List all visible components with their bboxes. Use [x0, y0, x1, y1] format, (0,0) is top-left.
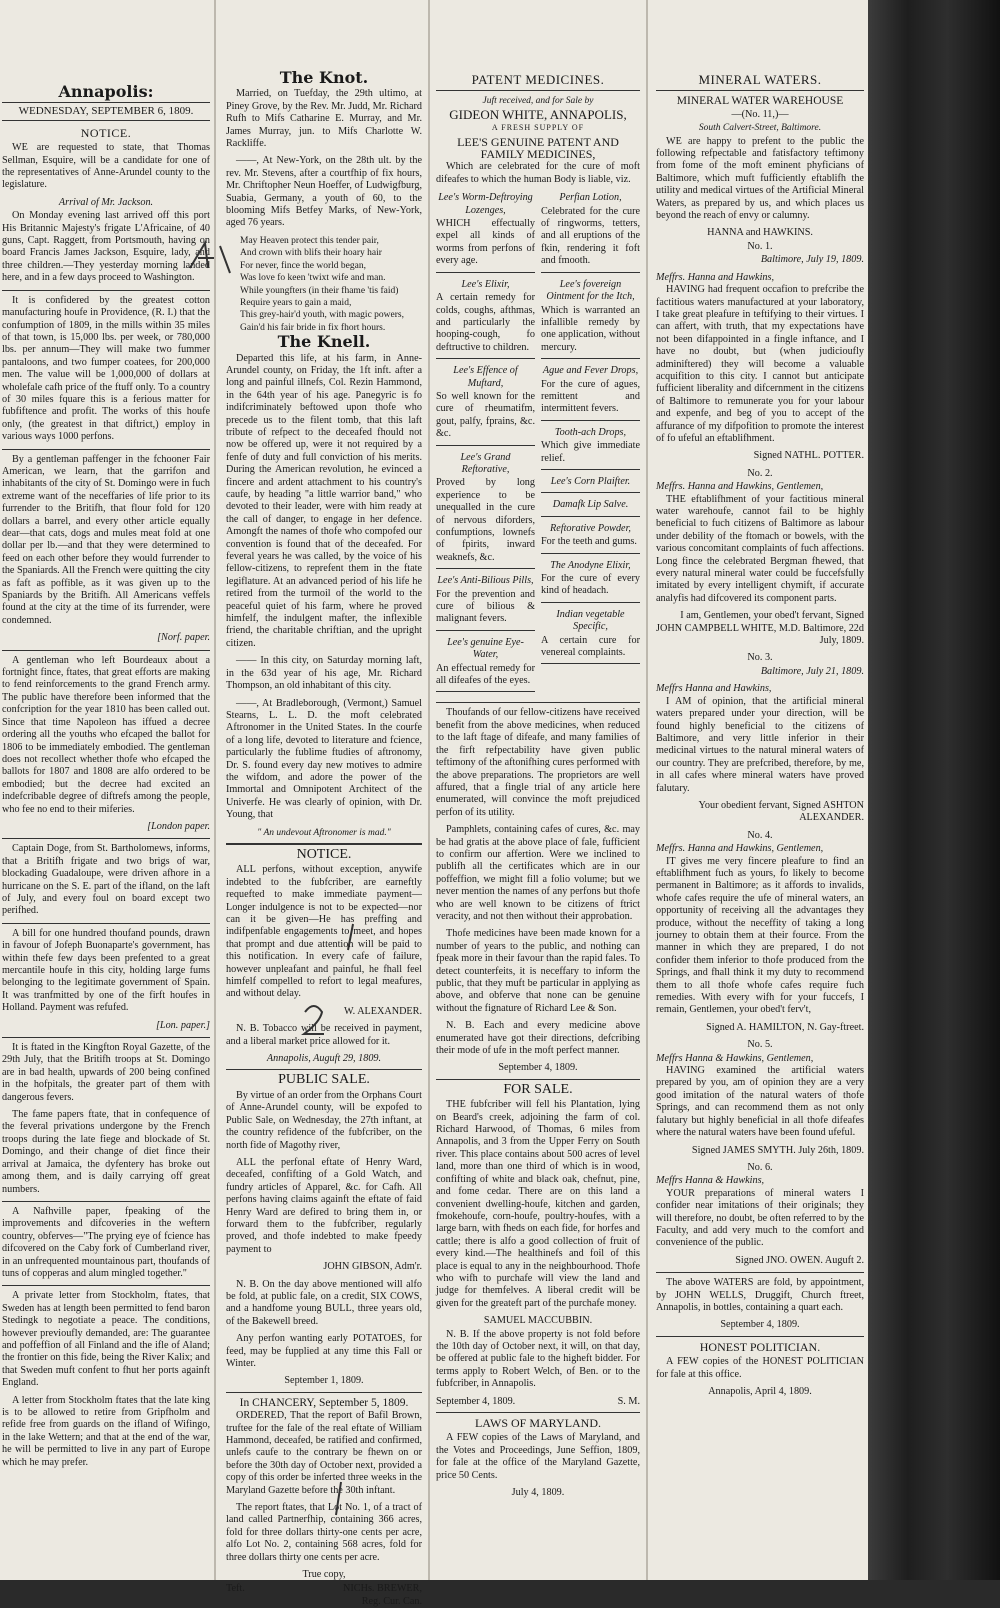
medicine-description: Which is warranted an infallible remedy by one application, without mercury. [541, 304, 640, 353]
medicine-description: For the teeth and gums. [541, 536, 637, 548]
warehouse-no: —(No. 11,)— [731, 108, 789, 120]
poem-line: Was love fo keen 'twixt wife and man. [240, 273, 386, 284]
pencil-mark-icon [326, 1480, 356, 1520]
forsale-title: FOR SALE. [503, 1081, 573, 1097]
bourdeaux-source: [London paper. [147, 820, 210, 832]
testimonial-letter [656, 241, 864, 463]
honest-text: A FEW copies of the HONEST POLITICIAN for fale at this office. [656, 1356, 864, 1380]
honest-title: HONEST POLITICIAN. [699, 1339, 821, 1354]
laws-date: July 4, 1809. [511, 1487, 565, 1499]
medicine-list [436, 191, 640, 698]
bourdeaux-text: A gentleman who left Bourdeaux about a fortnight fince, ftates, that great efforts are making to fend reinforcements to the grand French army. The public have therefore been informed that the confcription for the year 1810 has been called out. Since that time Napoleon has iffued a decree ordering all the youths who efcaped the ballot for 1806 to be immediately embodied. The gentleman does not recollect whether thofe who efcaped the ballots for 1807 and 1808 are alfo ordered to be embodied; but the decree had excited an indefcribable degree of diftrefs among the people, who fee no end to their miferies. [2, 654, 210, 815]
letter-signature: I am, Gentlemen, your obed't fervant, Signed JOHN CAMPBELL WHITE, M.D. Baltimore, 22d July, 1809. [656, 610, 864, 647]
letter-number: No. 5. [747, 1039, 773, 1051]
chancery-signature-2: Reg. Cur. Can. [361, 1595, 422, 1607]
column-medicines [436, 70, 640, 1575]
kingston-text: It is ftated in the Kingfton Royal Gazette, of the 29th July, that the Britifh troops at St. Domingo are in bad health, upwards of 200 being confined in the hofpitals, the greater part of them with dangerous fevers. [2, 1042, 210, 1103]
medicine-list-right [541, 191, 640, 698]
sale-nb: N. B. On the day above mentioned will alfo be fold, at public fale, on a credit, SIX COWS, and a handfome young BULL, three years old, of the Bakewell breed. [226, 1278, 422, 1327]
warehouse-title: MINERAL WATER WAREHOUSE [676, 95, 844, 108]
medicine-description: Proved by long experience to be unequalled in the cure of nervous diforders, confumptions, lownefs of fpirits, inward weaknefs, &c. [436, 477, 535, 563]
medicine-name: Lee's genuine Eye-Water, [447, 636, 524, 661]
bill-text: A bill for one hundred thoufand pounds, drawn in favour of Jofeph Buonaparte's government, has within thefe few days been prefented to a great mercantile houfe in this city, holding large fums belonging to the legitimate government of Spain. It was tranfmitted by one of the firft houfes in Holland. Payment was refufed. [2, 927, 210, 1014]
medicine-item [436, 575, 535, 631]
pencil-mark-icon [180, 238, 240, 278]
medicine-name: Lee's Grand Reftorative, [460, 451, 511, 475]
chancery-title: In CHANCERY, September 5, 1809. [239, 1396, 409, 1409]
medicine-item [541, 427, 640, 470]
medicine-name: Lee's Worm-Deftroying Lozenges, [438, 192, 533, 216]
letter-number: No. 4. [747, 829, 773, 841]
nashville-text: A Nafhville paper, fpeaking of the improvements and difcoveries in the weftern country, obferves—"The prying eye of fcience has difcovered on the Caby fork of Cumberland river, in an unfrequented mountainous part, thoufands of tuns of copperas and alum mingled together." [2, 1205, 210, 1279]
cotton-text: It is confidered by the greatest cotton manufacturing houfe in Providence, (R. I.) that the confumption of 1809, in the mills within 35 miles of that town, is 15,000 lbs. per week, or 780,000 lbs. per annum—They will make two fummer pantaloons, and two fumper coatees, for 200,000 men. The value will be 1,000,000 of dollars at wholefale cafh price of the ftuff only. To a country of 30 miles fquare this is a ferious matter for fubfiftence and profit. The works of this houfe only, (the greatest in that diftrict,) employ in various ways 1000 perfons. [2, 294, 210, 443]
letter-signature: Signed A. HAMILTON, N. Gay-ftreet. [706, 1021, 864, 1033]
medicines-intro: Which are celebrated for the cure of moft difeafes to which the human Body is liable, viz. [436, 161, 640, 185]
notice2-text: ALL perfons, without exception, anywife indebted to the fubfcriber, are earneftly requefted to make immediate payment—Longer indulgence is not to be expected—nor can it be given—He has preffing and indifpenfable engagements to meet, and hopes that prompt and due attention will be paid to this notification. In every cafe of failure, however unpleafant and painful, he fhall feel himfelf compelled to refort to legal meafures, and without delay. [226, 864, 422, 1000]
pamphlets-text: Pamphlets, containing cafes of cures, &c. may be had gratis at the above place of fale, fufficient to confirm our affertion. Were we inclined to publifh all the certificates which are in our poffeffion, we might fill a folio volume; but we never mention the names of any perfons but thofe who are well known to be citizens of ftrict veracity, and not then without their approbation. [436, 824, 640, 922]
knot-header: The Knot. [279, 68, 369, 87]
notice-title: NOTICE. [80, 125, 132, 140]
medicine-name: Damafk Lip Salve. [552, 499, 629, 511]
medicine-item [436, 365, 535, 445]
letter-body: I AM of opinion, that the artificial mineral waters prepared under your direction, will be found highly beneficial to the citizens of Baltimore, and very little inferior in their medicinal virtues to the natural mineral waters of our country. They are prefcribed, therefore, by me, in all cafes where mineral waters have proved falutary. [656, 695, 864, 794]
forsale-nb: N. B. If the above property is not fold before the 10th day of October next, it will, on that day, be offered at public fale to the higheft bidder. For terms apply to Robert Welch, of Ben. or to the fubfcriber, in Annapolis. [436, 1328, 640, 1390]
wells-date: September 4, 1809. [720, 1319, 800, 1331]
mineral-header: MINERAL WATERS. [698, 72, 822, 87]
forsale-initials: S. M. [617, 1395, 640, 1407]
column-rule [646, 0, 648, 1580]
honest-date: Annapolis, April 4, 1809. [708, 1386, 812, 1397]
laws-title: LAWS OF MARYLAND. [474, 1416, 602, 1430]
letter-number: No. 6. [747, 1161, 773, 1173]
testimonial-letter [656, 830, 864, 1035]
kingston-text-2: The fame papers ftate, that in confequence of the feveral privations undergone by the French troops during the late fiege and blockade of St. Domingo, and their change of diet fince their arrival at Jamaica, the dyfentery has broke out among them, and is daily carrying off great numbers. [2, 1109, 210, 1195]
notice2-signature: W. ALEXANDER. [343, 1005, 422, 1017]
bill-source: [Lon. paper.] [155, 1019, 210, 1031]
letter-salutation: Meffrs. Hanna and Hawkins, Gentlemen, [656, 481, 824, 493]
letter-signature: Signed JAMES SMYTH. July 26th, 1809. [691, 1144, 864, 1156]
medicine-name: Lee's Effence of Muftard, [453, 365, 518, 389]
medicine-item [436, 279, 535, 359]
newyork-text: ——, At New-York, on the 28th ult. by the rev. Mr. Stevens, after a courtfhip of fix hours, Mr. Chriftopher Neun Hoeffer, of Ludwigfburg, Suabia, Germany, a youth of 60, to the blooming Mifs Betfey Marks, of New-York, aged 76 years. [226, 155, 422, 229]
medicine-item [541, 523, 640, 554]
letter-body: YOUR preparations of mineral waters I confider near imitations of their originals; they will therefore, no doubt, be often referred to by the Faculty, and add very much to the comfort and convenience of the public. [656, 1187, 864, 1249]
letter-number: No. 1. [747, 240, 773, 252]
letter-salutation: Meffrs Hanna and Hawkins, [656, 683, 772, 695]
medicine-item [436, 452, 535, 570]
column-rule [428, 0, 430, 1580]
medicine-name: Ague and Fever Drops, [542, 365, 639, 377]
poem-line: This grey-hair'd youth, with magic powers, [240, 310, 404, 321]
warehouse-address: South Calvert-Street, Baltimore. [698, 123, 822, 134]
just-received: Juft received, and for Sale by [482, 96, 594, 107]
stearns-text: ——, At Bradleborough, (Vermont,) Samuel Stearns, L. L. D. the moft celebrated Aftronomer in the United States. In the courfe of a long life, devoted to literature and fcience, particularly the fublime ftudies of aftronomy, Dr. S. found every day new motives to admire the wifdom, and adore the power of the Immortal and Omnipotent Architect of the Univerfe. He was clearly of opinion, with Dr. Young, that [226, 697, 422, 821]
medicine-name: Lee's Anti-Bilious Pills, [437, 575, 534, 587]
medicines-known-text: Thofe medicines have been made known for a number of years to the public, and nothing can fpeak more in their favour than the rapid fales. To detect counterfeits, it is neceffary to inform the public, that they muft be particular in applying as above, and obferve that none can be genuine without the fignature of Richard Lee & Son. [436, 928, 640, 1014]
knell-header: The Knell. [277, 332, 371, 352]
column-rule [214, 0, 216, 1580]
chancery-signature: NICHs. BREWER, [343, 1582, 422, 1594]
fresh-supply: A FRESH SUPPLY OF [491, 123, 585, 133]
stearns-quote: " An undevout Aftronomer is mad." [257, 827, 391, 838]
notice-text: WE are requested to state, that Thomas Sellman, Esquire, will be a candidate for one of the representatives of Anne-Arundel county to the legislature. [2, 142, 210, 191]
column-mineral-waters [656, 70, 864, 1575]
letter-body: HAVING examined the artificial waters prepared by you, am of opinion they are a very good imitation of the natural waters of thofe Springs, and can recommend them as not only falutary but highly beneficial in all thofe difeafes where the natural waters have been found ufeful. [656, 1065, 864, 1139]
column-notices [226, 68, 422, 1607]
medicine-description: A certain cure for venereal complaints. [541, 634, 640, 659]
medicine-item [541, 560, 640, 603]
medicine-name: Lee's Corn Plaifter. [550, 475, 631, 487]
medicine-name: Indian vegetable Specific, [556, 608, 625, 633]
chancery-test: Teft. [226, 1582, 245, 1594]
medicine-description: For the cure of agues, remittent and intermittent fevers. [541, 378, 640, 415]
forsale-date: September 4, 1809. [436, 1395, 516, 1407]
warehouse-intro-signature: HANNA and HAWKINS. [707, 227, 813, 239]
jackson-text: On Monday evening last arrived off this port His Britannic Majesty's frigate L'Africaine, of 40 guns, Capt. Raggett, from Portsmouth, having on board Francis James Jackson, Esquire, lady, and three children.—They yesterday morning landed here, and in a few days proceed to Washington. [2, 210, 210, 284]
testimonial-letter [656, 468, 864, 648]
poem [226, 235, 422, 334]
letter-salutation: Meffrs Hanna & Hawkins, Gentlemen, [656, 1052, 814, 1064]
medicines-nb: N. B. Each and every medicine above enumerated have got their directions, defcribing their mode of ufe in the moft perfect manner. [436, 1020, 640, 1057]
sale-text: By virtue of an order from the Orphans Court of Anne-Arundel county, will be expofed to Public Sale, on Wednesday, the 27th inftant, at the country refidence of the fubfcriber, on the north fide of Magothy river, [226, 1089, 422, 1151]
medicine-name: The Anodyne Elixir, [550, 559, 631, 571]
paper-name: Annapolis: [58, 82, 154, 101]
letter-dateline: Baltimore, July 21, 1809. [760, 665, 864, 677]
poem-line: For never, fince the world began, [240, 260, 366, 271]
letter-signature: Signed JNO. OWEN. Auguft 2. [735, 1254, 864, 1266]
poem-line: While youngfters (in their fhame 'tis faid) [240, 285, 399, 296]
letter-dateline: Baltimore, July 19, 1809. [760, 254, 864, 266]
testimonial-letter [656, 1039, 864, 1157]
letter-number: No. 2. [747, 467, 773, 479]
medicine-item [541, 279, 640, 359]
testimonial-letter [656, 652, 864, 824]
dateline: WEDNESDAY, SEPTEMBER 6, 1809. [2, 102, 210, 120]
sale-title: PUBLIC SALE. [278, 1072, 370, 1088]
thousands-text: Thoufands of our fellow-citizens have received benefit from the above medicines, when reduced to the laft ftage of difeafe, and many families of the firft refpectability have given public teftimony of the aftonifhing cures performed with the above preparations. The proprietors are well affured, that a fingle trial of any article here enumerated, will convince the moft prejudiced perfon of its utility. [436, 707, 640, 818]
merchant-name: GIDEON WHITE, ANNAPOLIS, [449, 106, 627, 122]
medicine-item [436, 637, 535, 693]
medicine-description: So well known for the cure of rheumatifm, gout, palfy, fprains, &c. &c. [436, 390, 535, 440]
warehouse-intro: WE are happy to prefent to the public the following refpectable and fatisfactory teftimony from fome of the moft eminent phyficians of Baltimore, which muft fufficiently eftablifh the utility and medical virtues of the Artificial Mineral Waters, as prepared by us, and which places us beyond the reach of envy or calumny. [656, 135, 864, 222]
letter-number: No. 3. [747, 652, 773, 664]
testimonial-letters [656, 241, 864, 1267]
medicine-list-left [436, 191, 535, 698]
medicine-item [541, 365, 640, 421]
chancery-copy: True copy, [302, 1569, 346, 1581]
letter-body: HAVING had frequent occafion to prefcribe the factitious waters manufactured at your laboratory, I take great pleafure in teftifying to their virtues. I can affert, with truth, that my expectations have not been difappointed in a fingle inftance, and I have no doubt, but (when judicioufly adminiftered) they will become a valuable acquifition to this city. I cannot but anticipate fufficient liberality and difcernment in the citizens of Baltimore to remunerate you for your labour and expenfe, and beg of you to accept of the affurance of my difpofition to promote the interest of fo ufeful an eftablifhment. [656, 284, 864, 444]
married-text: Married, on Tuefday, the 29th ultimo, at Piney Grove, by the Rev. Mr. Judd, Mr. Richard Rufh to Mifs Catharine E. Murray, and Mr. James Murray, jun. to Mifs Charlotte W. Rackliffe. [226, 88, 422, 150]
patent-header: PATENT MEDICINES. [471, 72, 605, 87]
pencil-mark-icon [338, 922, 368, 952]
letter-body: IT gives me very fincere pleafure to find an eftablifhment fuch as yours, fo likely to become permanent in Baltimore; as it affords to invalids, whofe cafes require the ufe of mineral waters, an opportunity of receiving all the advantages they produce, without the neceffity of taking a long journey to obtain them at their fource. From the manner in which they are prepared, I do not confider them inferior to thofe produced from the Springs, and fhall think it my duty to recommend them to all thofe whofe cafes require fuch remedies. With every wifh for your fuccefs, I remain, Gentlemen, your obed't ferv't, [656, 855, 864, 1016]
wells-text: The above WATERS are fold, by appointment, by JOHN WELLS, Druggift, Church ftreet, Annapolis, in bottles, containing a quart each. [656, 1277, 864, 1313]
stockholm-text: A private letter from Stockholm, ftates, that Sweden has at length been permitted to fend baron Stedingk to negotiate a peace. The conditions, however previoufly demanded, are: The guarantee and poffeffion of all Finland and the ifle of Aland; the frontier on this fide, being the River Kalix; and that Sweden muft confent to fhut her ports againft England. [2, 1290, 210, 1389]
medicine-item [541, 476, 640, 493]
notice2-title: NOTICE. [296, 846, 352, 862]
letter-body: THE eftablifhment of your factitious mineral water warehoufe, cannot fail to be highly beneficial to fuch citizens of Baltimore as labour under debility of the ftomach or bowels, with the various concomitant complaints of fuch affections. Long fince the celebrated Bergman fhewed, that every natural mineral water could be fuccefsfully imitated by every intelligent chymift, if accurate analyfis had difcovered its component parts. [656, 493, 864, 604]
forsale-signature: SAMUEL MACCUBBIN. [483, 1315, 593, 1327]
sale-date: September 1, 1809. [284, 1375, 364, 1387]
chancery-text: ORDERED, That the report of Bafil Brown, truftee for the fale of the real eftate of William Hammond, deceafed, be ratified and confirmed, unlefs caufe to the contrary be fhewn on or before the 30th day of October next, provided a copy of this order be inferted three weeks in the Maryland Gazette before the 30th inftant. [226, 1410, 422, 1496]
medicine-description: Celebrated for the cure of ringworms, tetters, and all eruptions of the fkin, rendering it foft and fmooth. [541, 205, 640, 267]
thompson-text: —— In this city, on Saturday morning laft, in the 63d year of his age, Mr. Richard Thompson, an old inhabitant of this city. [226, 655, 422, 692]
letter-salutation: Meffrs. Hanna and Hawkins, Gentlemen, [656, 843, 824, 855]
medicine-description: WHICH effectually expel all kinds of worms from perfons of every age. [436, 218, 535, 267]
medicine-name: Lee's fovereign Ointment for the Itch, [546, 278, 635, 303]
medicine-item [541, 499, 640, 516]
poem-line: May Heaven protect this tender pair, [240, 235, 379, 246]
notice2-date: Annapolis, Auguft 29, 1809. [266, 1053, 382, 1065]
chancery-text-2: The report ftates, that Lot No. 1, of a tract of land called Partnerfhip, containing 366 acres, fold for three dollars thirty-one cents per acre, alfo Lot No. 2, containing 568 acres, fold for three dollars thirty one cents per acre. [226, 1502, 422, 1563]
forsale-text: THE fubfcriber will fell his Plantation, lying on Beard's creek, adjoining the farm of col. Richard Harwood, of Thomas, 6 miles from Annapolis, and 3 from the Upper Ferry on South river. This place contains about 500 acres of level land, more than one third of which is in wood, confifting of white and black oak, chefnut, pine, and fome cedar. There are on this land a convenient dwelling-houfe, kitchen and garden, fmokehoufe, corn-houfe, poultry-houfes, with a large barn, with fheds on each fide, for horfes and cattle; there is alfo a good collection of fruit of every kind.—The healthinefs and foil of this place is equal to any in the neighbourhood. Thofe who wifh to purchafe will view the land and judge for themfelves. A liberal credit will be given for the greateft part of the purchafe money. [436, 1099, 640, 1309]
laws-text: A FEW copies of the Laws of Maryland, and the Votes and Proceedings, June Seffion, 1809, for fale at the office of the Maryland Gazette, price 50 Cents. [436, 1432, 640, 1481]
letter-salutation: Meffrs Hanna & Hawkins, [656, 1175, 765, 1187]
lees-title: LEE'S GENUINE PATENT AND FAMILY MEDICINES, [457, 134, 619, 162]
letter-signature: Signed NATHL. POTTER. [753, 450, 864, 462]
medicine-description: A certain remedy for colds, coughs, afthmas, and particularly the hooping-cough, fo deftructive to children. [436, 292, 535, 353]
medicine-item [541, 609, 640, 665]
medicine-name: Lee's Elixir, [461, 278, 510, 290]
domingo-text: By a gentleman paffenger in the fchooner Fair American, we learn, that the garrifon and inhabitants of the city of St. Domingo were in fuch extreme want of the neceffaries of life prior to its furrender to the Britifh, that flour fold for 120 dollars a barrel, and every other article equally dear—that cats, dogs and mules meat fold at one dollar per lb.—and that they were determined to feed on each other before they would furrender to the Spaniards. All the French were quitting the city as faft as poffible, as it was given up to the Spaniards by the Britifh. All Americans veffels found at the city at the time of its furrender, were condemned. [2, 453, 210, 626]
letter-salutation: Meffrs. Hanna and Hawkins, [656, 271, 775, 283]
medicine-description: An effectual remedy for all difeafes of the eyes. [436, 662, 535, 687]
poem-line: Gain'd his fair bride in fix fhort hours. [240, 322, 386, 333]
medicine-item [436, 192, 535, 272]
medicine-name: Tooth-ach Drops, [554, 426, 627, 438]
letter-signature: Your obedient fervant, Signed ASHTON ALEXANDER. [698, 799, 864, 824]
domingo-source: [Norf. paper. [157, 632, 210, 644]
medicines-date: September 4, 1809. [498, 1062, 578, 1074]
jackson-title: Arrival of Mr. Jackson. [58, 196, 154, 208]
book-binding [868, 0, 1000, 1580]
stockholm-text-2: A letter from Stockholm ftates that the late king is to be allowed to retire from Gripfholm and refide free from guards on the ifland of Wifingo, in the lake Wettern; and that at the end of the war, he will be permitted to live in any part of Europe which he may prefer. [2, 1394, 210, 1468]
sale-signature: JOHN GIBSON, Adm'r. [323, 1261, 422, 1273]
medicine-description: For the cure of every kind of headach. [541, 573, 640, 597]
sale-nb-2: Any perfon wanting early POTATOES, for feed, may be fupplied at any time this Fall or Winter. [226, 1333, 422, 1369]
poem-line: And crown with blifs their hoary hair [240, 248, 382, 259]
doge-text: Captain Doge, from St. Bartholomews, informs, that a Britifh frigate and two brigs of war, blockading Guadaloupe, were driven afhore in a hurricane on the S. E. part of the ifland, on the laft of July, and every foul on board except two perifhed. [2, 843, 210, 917]
sale-text-2: ALL the perfonal eftate of Henry Ward, deceafed, confifting of a Gold Watch, and fundry articles of Apparel, &c. for Cafh. All perfons having claims againft the eftate of faid Henry Ward are defired to bring them in, or forward them to the fubfcriber, regularly proved, and thofe indebted to make fpeedy payment to [226, 1156, 422, 1255]
pencil-mark-icon [300, 1000, 330, 1040]
poem-line: Require years to gain a maid, [240, 297, 352, 308]
medicine-name: Perfian Lotion, [559, 192, 622, 204]
knell-text: Departed this life, at his farm, in Anne-Arundel county, on Friday, the 1ft inft. after a long and painful illnefs, Col. Rezin Hammond, in the 64th year of his age. Panegyric is fo indifcriminately beftowed upon thofe who precede us to the filent tomb, that this laft tribute of refpect to the deceafed fhould not now be offered up, were it not required by a fenfe of duty and full conviction of his merits. During the American revolution, he evinced a fincere and ardent attachment to his country's caufe, by heading "a little warrior band," who devoted to their leader, were with him ready at the call of danger, to engage in her defence. Amongft the names of thofe who compofed our convention is found that of the deceafed. For feveral years he was called, by the voice of his fellow-citizens, to reprefent them in the ftate legiflature. At an advanced period of his life he retired from the turmoil of the world to the peaceful quiet of his farm, where he proved himfelf, the indulgent mafter, the inflexible friend, the charitable chriftian, and the upright citizen. [226, 352, 422, 649]
column-news [2, 84, 210, 1589]
medicine-description: Which give immediate relief. [541, 440, 640, 464]
medicine-item [541, 192, 640, 272]
testimonial-letter [656, 1162, 864, 1267]
medicine-name: Reftorative Powder, [550, 522, 631, 534]
notice2-nb: N. B. Tobacco will be received in payment, and a liberal market price allowed for it. [226, 1023, 422, 1047]
medicine-description: For the prevention and cure of bilious & malignant fevers. [436, 588, 535, 625]
